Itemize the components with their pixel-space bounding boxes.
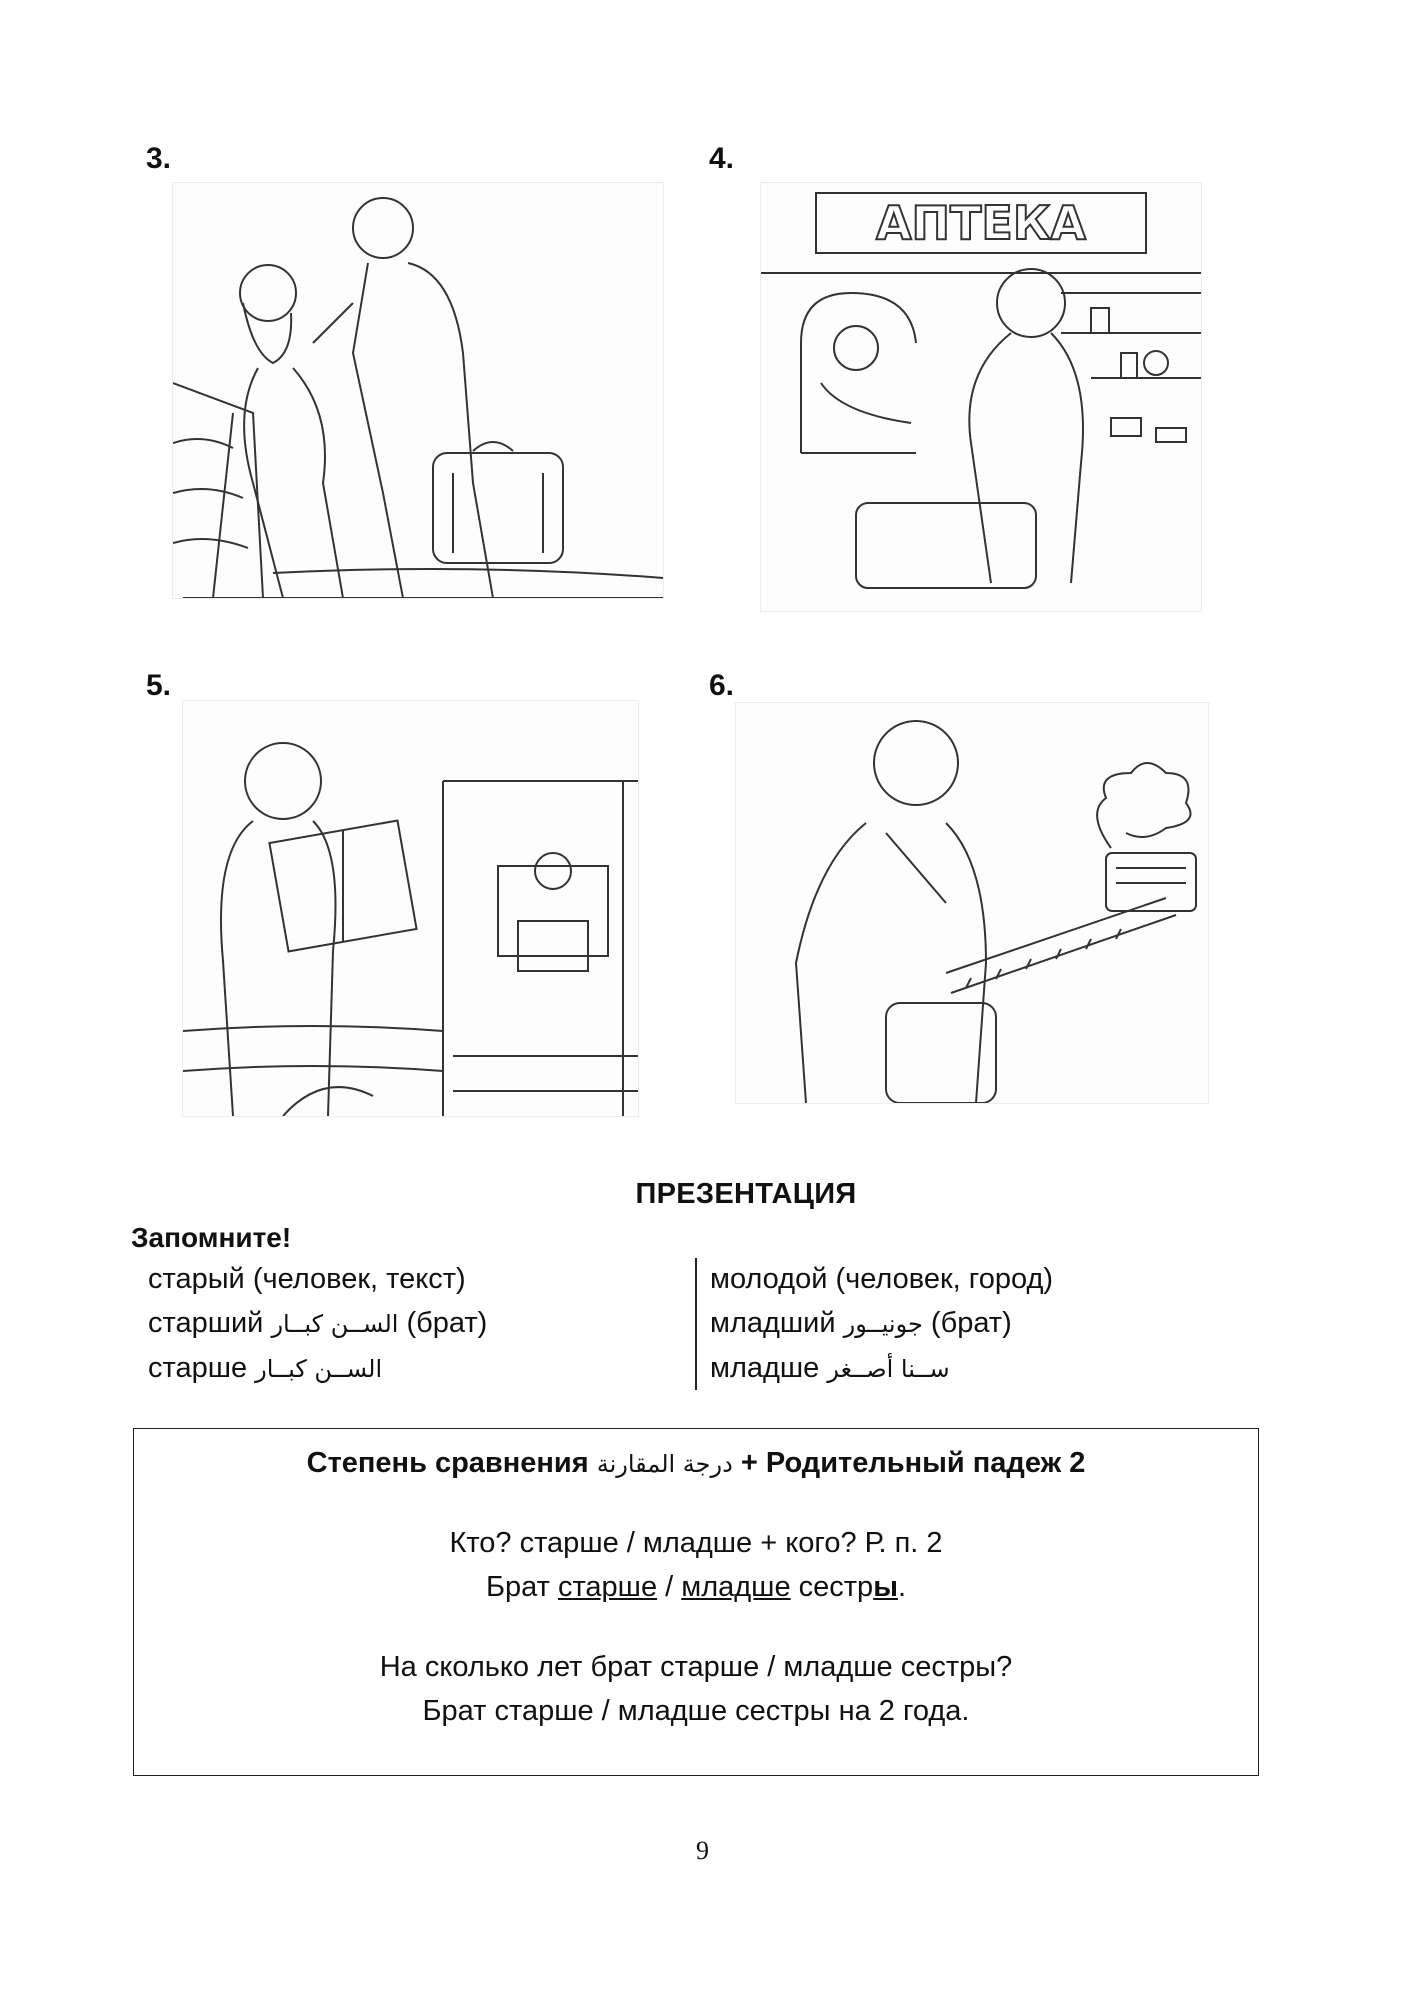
- vocab-ru: младше: [710, 1352, 820, 1384]
- rule-example: [134, 1571, 1258, 1604]
- illustration-helping-old-man: [172, 182, 664, 599]
- illustration-pharmacy: [760, 182, 1202, 612]
- vocab-arabic: الســن كبــار: [255, 1355, 383, 1383]
- rule-heading-arabic: درجة المقارنة: [596, 1450, 733, 1478]
- vocab-tail: (брат): [930, 1307, 1012, 1339]
- vocab-row: [148, 1346, 487, 1391]
- vocab-ru: старший: [148, 1307, 264, 1339]
- example-word-underlined: младше: [681, 1571, 791, 1603]
- panel-number-5: 5.: [146, 669, 172, 702]
- illustration-newspaper-kiosk: [182, 700, 639, 1117]
- vocab-ru: молодой (человек, город): [710, 1263, 1054, 1295]
- vocab-row: [710, 1346, 1053, 1391]
- vocab-column-left: [148, 1257, 487, 1391]
- vocab-row: [710, 1257, 1053, 1301]
- vocab-tail: (брат): [406, 1307, 488, 1339]
- vocab-ru: младший: [710, 1307, 836, 1339]
- rule-heading-ru: Степень сравнения: [306, 1447, 589, 1479]
- pharmacy-sign-text: АПТЕКА: [875, 196, 1087, 250]
- section-title: ПРЕЗЕНТАЦИЯ: [635, 1178, 857, 1210]
- rule-heading: [134, 1447, 1258, 1480]
- example-word-stem: сестр: [798, 1571, 874, 1603]
- rule-question: На сколько лет брат старше / младше сестры?: [379, 1651, 1013, 1683]
- vocab-ru: старый (человек, текст): [148, 1263, 466, 1295]
- vocab-row: [148, 1301, 487, 1346]
- vocab-arabic: الســن كبــار: [271, 1310, 399, 1338]
- example-word: Брат: [485, 1571, 550, 1603]
- vocab-arabic: ســنا أصــغر: [827, 1355, 950, 1383]
- vocab-divider: [695, 1258, 697, 1390]
- rule-answer: Брат старше / младше сестры на 2 года.: [422, 1695, 970, 1727]
- rule-heading-tail: + Родительный падеж 2: [740, 1447, 1086, 1479]
- panel-number-3: 3.: [146, 142, 172, 175]
- vocab-column-right: [710, 1257, 1053, 1391]
- example-ending-highlight: ы: [873, 1571, 898, 1603]
- example-word-underlined: старше: [557, 1571, 658, 1603]
- page-number: 9: [696, 1836, 709, 1865]
- remember-heading: Запомните!: [131, 1222, 292, 1253]
- vocab-ru: старше: [148, 1352, 248, 1384]
- panel-number-4: 4.: [709, 142, 735, 175]
- vocab-row: [710, 1301, 1053, 1346]
- grammar-rule-box: [133, 1428, 1259, 1776]
- illustration-train-departing: [735, 702, 1209, 1104]
- panel-number-6: 6.: [709, 669, 735, 702]
- rule-formula: Кто? старше / младше + кого? Р. п. 2: [449, 1527, 943, 1559]
- example-separator: /: [665, 1571, 674, 1603]
- vocab-arabic: جونيــور: [843, 1310, 923, 1338]
- vocab-row: [148, 1257, 487, 1301]
- example-dot: .: [897, 1571, 907, 1603]
